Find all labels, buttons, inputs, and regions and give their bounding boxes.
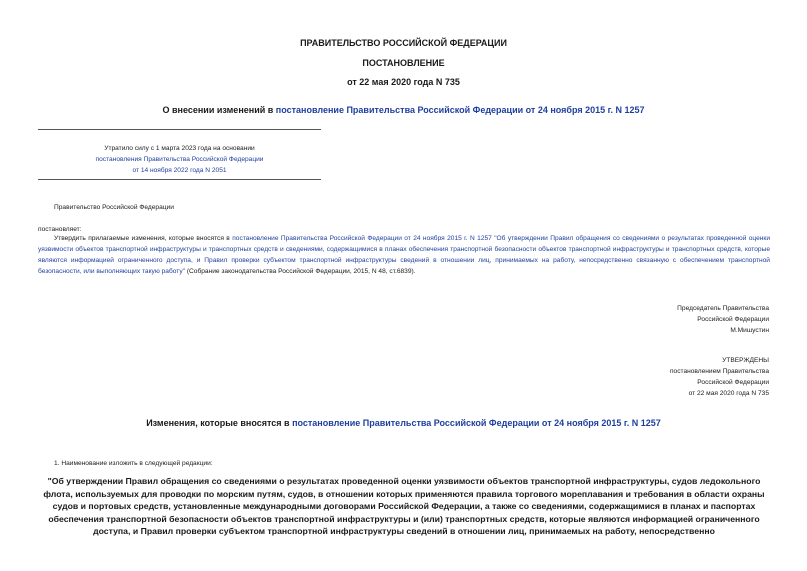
government-heading: ПРАВИТЕЛЬСТВО РОССИЙСКОЙ ФЕДЕРАЦИИ <box>300 38 507 48</box>
changes-title <box>0 418 807 428</box>
signature-name: М.Мишустин <box>730 327 769 334</box>
title-link[interactable]: постановление Правительства Российской Федерации от 24 ноября 2015 г. N 1257 <box>275 105 645 115</box>
signature-block <box>677 303 769 336</box>
approval-line-4: от 22 мая 2020 года N 735 <box>688 390 769 397</box>
repeal-notice-text: Утратило силу с 1 марта 2023 года на основании <box>104 145 255 152</box>
approval-line-3: Российской Федерации <box>697 379 769 386</box>
p1-text-a: Утвердить прилагаемые изменения, которые вносятся в <box>54 235 233 242</box>
approval-line-2: постановлением Правительства <box>669 368 769 375</box>
changes-title-link[interactable]: постановление Правительства Российской Федерации от 24 ноября 2015 г. N 1257 <box>292 418 661 428</box>
approval-line-1: УТВЕРЖДЕНЫ <box>722 357 769 364</box>
repeal-link-date[interactable]: от 14 ноября 2022 года N 2051 <box>132 167 227 174</box>
p1-decree-link[interactable]: постановление Правительства Российской Федерации от 24 ноября 2015 г. N 1257 <box>232 235 492 242</box>
signature-line-1: Председатель Правительства <box>677 305 769 312</box>
notice-bottom-divider <box>38 179 321 180</box>
doc-type-heading: ПОСТАНОВЛЕНИЕ <box>362 58 445 68</box>
item-1-text: 1. Наименование изложить в следующей редакции: <box>54 460 213 467</box>
notice-top-divider <box>38 129 321 130</box>
paragraph-1 <box>38 233 770 277</box>
document-title <box>0 105 807 115</box>
repeal-notice <box>38 143 321 176</box>
decree-text: постановляет: <box>38 226 82 233</box>
repeal-link-decree[interactable]: постановления Правительства Российской Федерации <box>95 156 264 163</box>
doc-date-heading: от 22 мая 2020 года N 735 <box>347 77 460 87</box>
changes-title-prefix: Изменения, которые вносятся в <box>146 418 293 428</box>
p1-text-b: (Собрание законодательства Российской Федерации, 2015, N 48, ст.6839). <box>184 268 416 275</box>
approval-stamp <box>670 355 769 399</box>
new-title-text: "Об утверждении Правил обращения со сведениями о результатах проведенной оценки уязвимости объектов транспортной инфраструктуры, судов ледокольного флота, используемых для проводки по морским путям, судов, в отношении которых применяются правила торгового мореплавания и требования в области охраны судов и портовых средств, установленные международными договорами Российской Федерации, а также со сведениями, содержащимися в планах и паспортах обеспечения транспортной безопасности объектов транспортной инфраструктуры и (или) транспортных средств, которые являются информацией ограниченного доступа, и Правил проверки субъектом транспортной инфраструктуры сведений в отношении лиц, принимаемых на работу, непосредственно <box>43 476 765 536</box>
signature-line-2: Российской Федерации <box>697 316 769 323</box>
title-prefix: О внесении изменений в <box>162 105 276 115</box>
p1-title-link[interactable]: "Об утверждении Правил обращения со сведениями о результатах проведенной оценки уязвимости объектов транспортной инфраструктуры и транспортных средств и сведениями, содержащимися в планах обеспечения транспортной безопасности объектов транспортной инфраструктуры и транспортных средств, которые являются информацией ограниченного доступа, и Правил проверки субъектом транспортной инфраструктуры сведений в отношении лиц, принимаемых на работу, непосредственно связанную с обеспечением транспортной безопасности, или выполняющих такую работу" <box>38 235 771 275</box>
intro-text: Правительство Российской Федерации <box>54 204 174 211</box>
